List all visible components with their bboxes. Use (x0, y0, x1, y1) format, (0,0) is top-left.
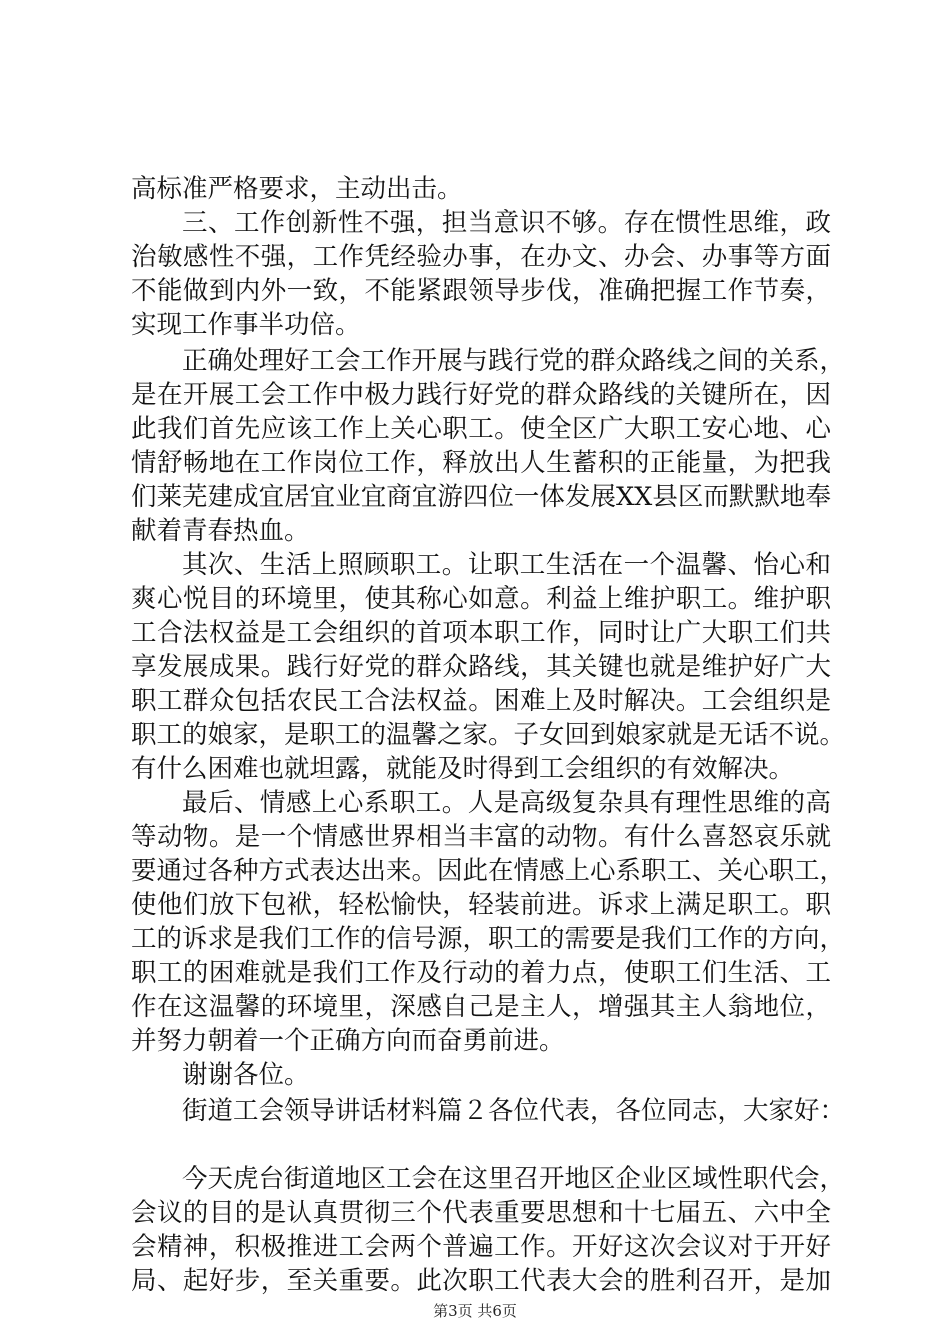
text-line: 此我们首先应该工作上关心职工。使全区广大职工安心地、心 (131, 414, 831, 444)
text-line: 会精神，积极推进工会两个普遍工作。开好这次会议对于开好 (131, 1232, 831, 1262)
text-line: 使他们放下包袱，轻松愉快，轻装前进。诉求上满足职工。职 (131, 890, 831, 920)
text-line: 三、工作创新性不强，担当意识不够。存在惯性思维，政 (182, 208, 831, 238)
text-line: 今天虎台街道地区工会在这里召开地区企业区域性职代会， (182, 1164, 846, 1194)
text-line: 作在这温馨的环境里，深感自己是主人，增强其主人翁地位， (131, 992, 831, 1022)
text-line: 局、起好步，至关重要。此次职工代表大会的胜利召开，是加 (131, 1266, 831, 1296)
text-line: 工的诉求是我们工作的信号源，职工的需要是我们工作的方向， (131, 924, 846, 954)
text-line: 实现工作事半功倍。 (131, 310, 361, 340)
text-line: 职工的困难就是我们工作及行动的着力点，使职工们生活、工 (131, 958, 831, 988)
text-line: 爽心悦目的环境里，使其称心如意。利益上维护职工。维护职 (131, 584, 831, 614)
text-line: 并努力朝着一个正确方向而奋勇前进。 (131, 1026, 565, 1056)
text-line: 情舒畅地在工作岗位工作，释放出人生蓄积的正能量，为把我 (131, 448, 831, 478)
text-line: 职工的娘家，是职工的温馨之家。子女回到娘家就是无话不说。 (131, 720, 846, 750)
text-line: 献着青春热血。 (131, 516, 310, 546)
text-line: 治敏感性不强，工作凭经验办事，在办文、办会、办事等方面 (131, 242, 831, 272)
text-line: 街道工会领导讲话材料篇２各位代表，各位同志，大家好： (182, 1096, 846, 1126)
text-line: 享发展成果。践行好党的群众路线，其关键也就是维护好广大 (131, 652, 831, 682)
text-line: 工合法权益是工会组织的首项本职工作，同时让广大职工们共 (131, 618, 831, 648)
text-line: 要通过各种方式表达出来。因此在情感上心系职工、关心职工， (131, 856, 846, 886)
text-line: 是在开展工会工作中极力践行好党的群众路线的关键所在，因 (131, 380, 831, 410)
text-line: 等动物。是一个情感世界相当丰富的动物。有什么喜怒哀乐就 (131, 822, 831, 852)
text-line: 正确处理好工会工作开展与践行党的群众路线之间的关系， (182, 346, 846, 376)
text-line: 不能做到内外一致，不能紧跟领导步伐，准确把握工作节奏， (131, 276, 831, 306)
text-line: 高标准严格要求，主动出击。 (131, 174, 463, 204)
text-line: 最后、情感上心系职工。人是高级复杂具有理性思维的高 (182, 788, 831, 818)
text-line: 有什么困难也就坦露，就能及时得到工会组织的有效解决。 (131, 754, 795, 784)
text-line: 其次、生活上照顾职工。让职工生活在一个温馨、怡心和 (182, 550, 831, 580)
text-line: 职工群众包括农民工合法权益。困难上及时解决。工会组织是 (131, 686, 831, 716)
page-footer: 第3页 共6页 (433, 1302, 517, 1320)
text-line: 谢谢各位。 (182, 1060, 310, 1090)
text-line: 会议的目的是认真贯彻三个代表重要思想和十七届五、六中全 (131, 1198, 831, 1228)
text-line: 们莱芜建成宜居宜业宜商宜游四位一体发展XX县区而默默地奉 (131, 482, 831, 512)
